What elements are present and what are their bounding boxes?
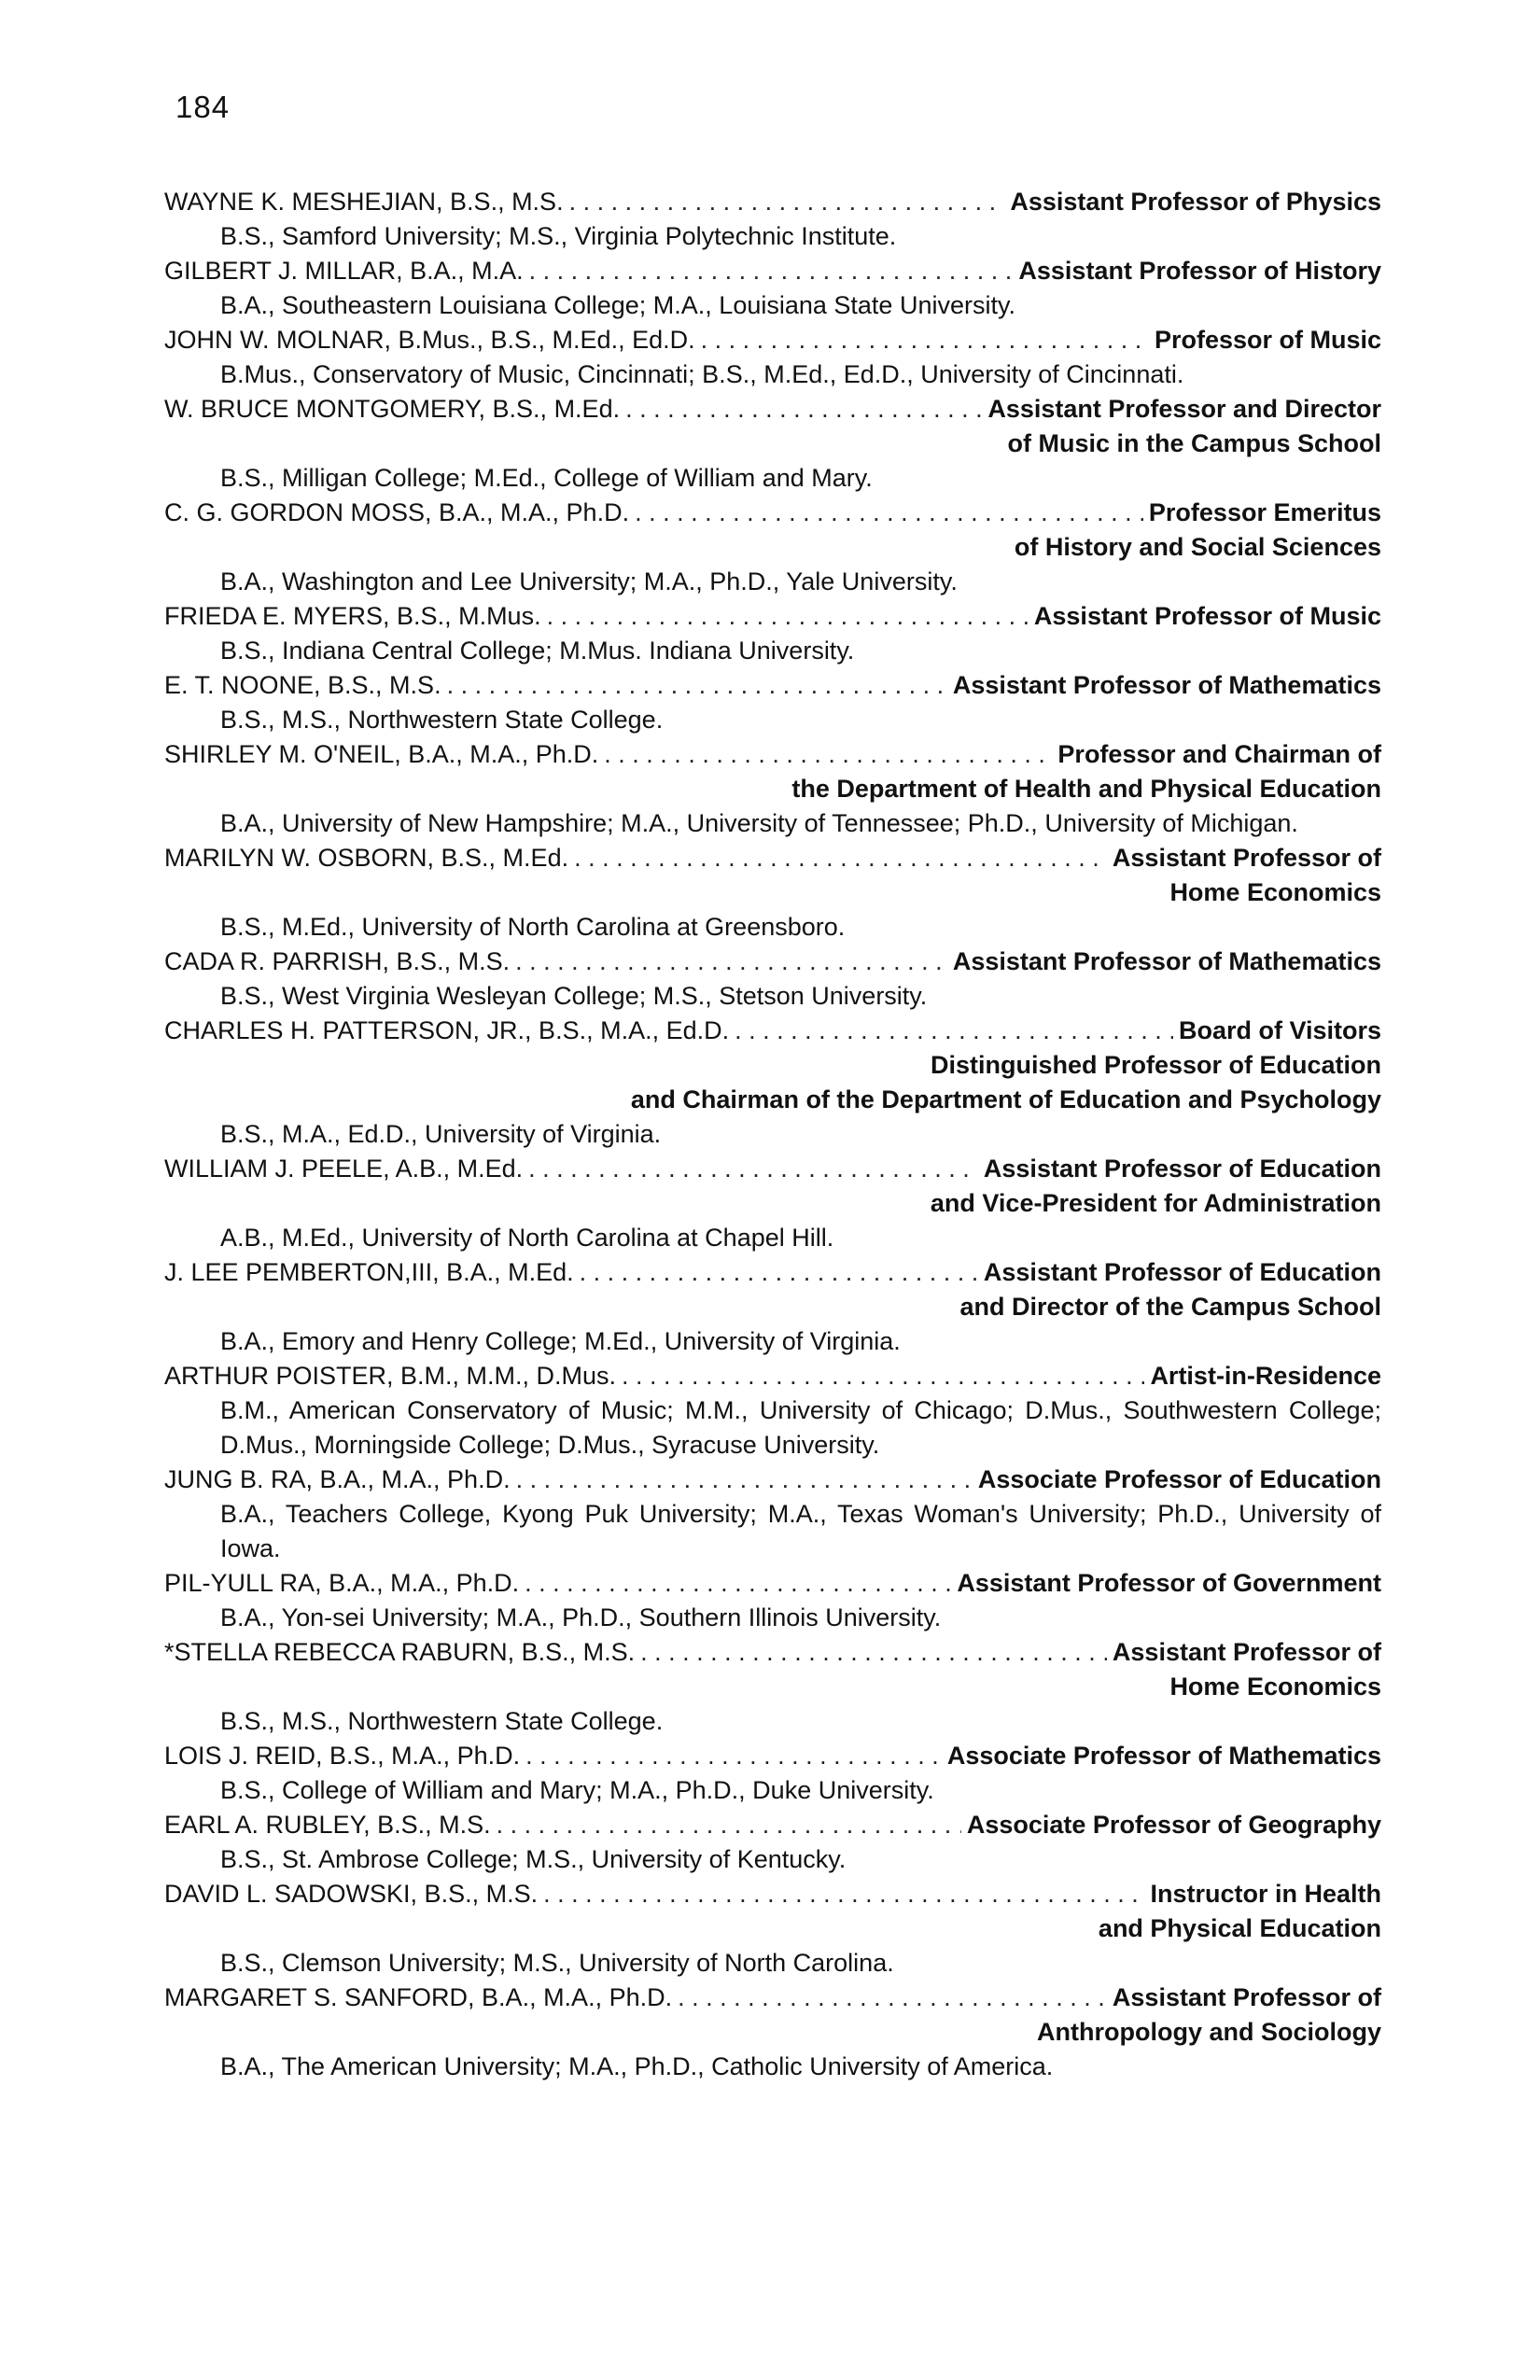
- faculty-education: B.S., St. Ambrose College; M.S., University of Kentucky.: [220, 1845, 847, 1873]
- page-number: 184: [175, 90, 231, 124]
- faculty-education: B.S., West Virginia Wesleyan College; M.S., Stetson University.: [220, 982, 928, 1010]
- faculty-title-continued: and Physical Education: [1098, 1914, 1381, 1942]
- faculty-title-continued: the Department of Health and Physical Education: [791, 775, 1381, 803]
- faculty-entry: [164, 1808, 1381, 1877]
- faculty-entry: [164, 599, 1381, 668]
- dot-leader: [735, 1014, 1173, 1048]
- faculty-title: Assistant Professor of Education: [983, 1155, 1381, 1183]
- dot-leader: [543, 1877, 1144, 1911]
- faculty-name: PIL-YULL RA, B.A., M.A., Ph.D.: [164, 1569, 520, 1597]
- faculty-entry: [164, 1014, 1381, 1152]
- entry-heading: [164, 1255, 1381, 1290]
- faculty-education: B.S., College of William and Mary; M.A., Ph.D., Duke University.: [220, 1776, 934, 1804]
- entry-heading: [164, 392, 1381, 427]
- faculty-title: Assistant Professor of History: [1018, 257, 1381, 285]
- faculty-name: FRIEDA E. MYERS, B.S., M.Mus.: [164, 602, 541, 630]
- faculty-education: B.S., M.S., Northwestern State College.: [220, 1707, 664, 1735]
- faculty-title-continued: Anthropology and Sociology: [1037, 2018, 1381, 2046]
- dot-leader: [525, 1739, 942, 1773]
- faculty-title: Instructor in Health: [1150, 1880, 1381, 1908]
- faculty-education: B.M., American Conservatory of Music; M.M., University of Chicago; D.Mus., Southwestern College; D.Mus., Morningside College; D.Mus., Syracuse University.: [220, 1396, 1381, 1459]
- entry-heading: [164, 841, 1381, 875]
- faculty-education: B.S., M.Ed., University of North Carolina at Greensboro.: [220, 913, 846, 941]
- faculty-name: J. LEE PEMBERTON,III, B.A., M.Ed.: [164, 1258, 574, 1286]
- faculty-title-continued: and Vice-President for Administration: [930, 1189, 1381, 1217]
- dot-leader: [525, 1566, 951, 1601]
- faculty-entry: [164, 1255, 1381, 1359]
- entry-heading: [164, 1359, 1381, 1393]
- faculty-name: ARTHUR POISTER, B.M., M.M., D.Mus.: [164, 1362, 617, 1390]
- faculty-name: E. T. NOONE, B.S., M.S.: [164, 671, 441, 699]
- dot-leader: [497, 1808, 961, 1842]
- faculty-education: B.Mus., Conservatory of Music, Cincinnati; B.S., M.Ed., Ed.D., University of Cincinnati.: [220, 360, 1184, 388]
- dot-leader: [569, 185, 1005, 219]
- faculty-education: B.A., Washington and Lee University; M.A., Ph.D., Yale University.: [220, 567, 958, 595]
- faculty-entry: [164, 1566, 1381, 1635]
- entry-heading: [164, 1877, 1381, 1911]
- dot-leader: [547, 599, 1029, 634]
- faculty-education: B.S., Milligan College; M.Ed., College of William and Mary.: [220, 464, 873, 492]
- faculty-title: Assistant Professor of: [1112, 844, 1381, 872]
- faculty-title: Assistant Professor of Mathematics: [952, 947, 1381, 975]
- faculty-title: Associate Professor of Geography: [966, 1811, 1381, 1839]
- faculty-entry: [164, 496, 1381, 599]
- faculty-name: JOHN W. MOLNAR, B.Mus., B.S., M.Ed., Ed.D.: [164, 326, 695, 354]
- dot-leader: [678, 1981, 1107, 2015]
- faculty-title: Assistant Professor of: [1112, 1638, 1381, 1666]
- faculty-title-continued: of History and Social Sciences: [1014, 533, 1381, 561]
- faculty-entry: [164, 1877, 1381, 1981]
- entry-heading: [164, 496, 1381, 530]
- faculty-title: Assistant Professor of Music: [1033, 602, 1381, 630]
- faculty-name: C. G. GORDON MOSS, B.A., M.A., Ph.D.: [164, 498, 630, 526]
- dot-leader: [516, 1463, 973, 1497]
- faculty-name: GILBERT J. MILLAR, B.A., M.A.: [164, 257, 524, 285]
- entry-heading: [164, 1566, 1381, 1601]
- faculty-education: B.S., Indiana Central College; M.Mus. Indiana University.: [220, 637, 855, 665]
- dot-leader: [528, 1152, 978, 1186]
- dot-leader: [640, 1635, 1107, 1670]
- faculty-name: EARL A. RUBLEY, B.S., M.S.: [164, 1811, 491, 1839]
- entry-heading: [164, 1635, 1381, 1670]
- faculty-name: MARGARET S. SANFORD, B.A., M.A., Ph.D.: [164, 1983, 673, 2011]
- faculty-title: Assistant Professor of Mathematics: [952, 671, 1381, 699]
- faculty-name: WILLIAM J. PEELE, A.B., M.Ed.: [164, 1155, 524, 1183]
- faculty-entry: [164, 1152, 1381, 1255]
- entry-heading: [164, 945, 1381, 979]
- faculty-education: B.S., Samford University; M.S., Virginia Polytechnic Institute.: [220, 222, 897, 250]
- entry-heading: [164, 185, 1381, 219]
- faculty-title: Assistant Professor of Government: [957, 1569, 1381, 1597]
- faculty-title: Assistant Professor and Director: [987, 395, 1381, 423]
- entry-heading: [164, 737, 1381, 772]
- entry-heading: [164, 254, 1381, 288]
- entry-heading: [164, 1981, 1381, 2015]
- faculty-title-continued: and Director of the Campus School: [959, 1293, 1381, 1321]
- faculty-education: B.A., University of New Hampshire; M.A., University of Tennessee; Ph.D., University of Michigan.: [220, 809, 1298, 837]
- dot-leader: [701, 323, 1149, 357]
- faculty-list: [164, 185, 1381, 2084]
- faculty-entry: [164, 1635, 1381, 1739]
- dot-leader: [574, 841, 1107, 875]
- faculty-education: B.S., M.S., Northwestern State College.: [220, 706, 664, 734]
- faculty-title: Professor Emeritus: [1148, 498, 1381, 526]
- faculty-entry: [164, 945, 1381, 1014]
- dot-leader: [635, 496, 1143, 530]
- faculty-title-continued: and Chairman of the Department of Education and Psychology: [630, 1085, 1381, 1113]
- faculty-education: B.A., Southeastern Louisiana College; M.A., Louisiana State University.: [220, 291, 1015, 319]
- faculty-name: WAYNE K. MESHEJIAN, B.S., M.S.: [164, 188, 564, 216]
- entry-heading: [164, 1014, 1381, 1048]
- faculty-title: Associate Professor of Education: [977, 1465, 1381, 1493]
- faculty-education: B.A., Teachers College, Kyong Puk University; M.A., Texas Woman's University; Ph.D., University of Iowa.: [220, 1500, 1381, 1562]
- faculty-education: A.B., M.Ed., University of North Carolina at Chapel Hill.: [220, 1224, 834, 1252]
- faculty-name: MARILYN W. OSBORN, B.S., M.Ed.: [164, 844, 569, 872]
- entry-heading: [164, 1152, 1381, 1186]
- faculty-entry: [164, 392, 1381, 496]
- faculty-title: Board of Visitors: [1178, 1016, 1381, 1044]
- faculty-entry: [164, 1981, 1381, 2084]
- faculty-name: DAVID L. SADOWSKI, B.S., M.S.: [164, 1880, 539, 1908]
- faculty-title: Associate Professor of Mathematics: [946, 1742, 1381, 1770]
- faculty-title: Professor and Chairman of: [1057, 740, 1381, 768]
- faculty-name: JUNG B. RA, B.A., M.A., Ph.D.: [164, 1465, 511, 1493]
- faculty-entry: [164, 1739, 1381, 1808]
- faculty-title: Assistant Professor of: [1112, 1983, 1381, 2011]
- dot-leader: [529, 254, 1014, 288]
- faculty-entry: [164, 1463, 1381, 1566]
- faculty-title: Assistant Professor of Education: [983, 1258, 1381, 1286]
- entry-heading: [164, 668, 1381, 703]
- faculty-entry: [164, 737, 1381, 841]
- dot-leader: [625, 392, 982, 427]
- faculty-name: LOIS J. REID, B.S., M.A., Ph.D.: [164, 1742, 521, 1770]
- faculty-title: Assistant Professor of Physics: [1010, 188, 1381, 216]
- dot-leader: [604, 737, 1052, 772]
- faculty-entry: [164, 841, 1381, 945]
- faculty-title-continued: of Music in the Campus School: [1007, 429, 1381, 457]
- faculty-education: B.A., The American University; M.A., Ph.D., Catholic University of America.: [220, 2052, 1054, 2080]
- faculty-entry: [164, 254, 1381, 323]
- faculty-entry: [164, 323, 1381, 392]
- faculty-name: W. BRUCE MONTGOMERY, B.S., M.Ed.: [164, 395, 621, 423]
- entry-heading: [164, 323, 1381, 357]
- faculty-education: B.A., Emory and Henry College; M.Ed., University of Virginia.: [220, 1327, 901, 1355]
- entry-heading: [164, 599, 1381, 634]
- faculty-name: *STELLA REBECCA RABURN, B.S., M.S.: [164, 1638, 636, 1666]
- faculty-education: B.S., Clemson University; M.S., University of North Carolina.: [220, 1949, 894, 1977]
- faculty-title-continued: Distinguished Professor of Education: [930, 1051, 1381, 1079]
- faculty-title-continued: Home Economics: [1169, 1673, 1381, 1701]
- faculty-entry: [164, 185, 1381, 254]
- dot-leader: [622, 1359, 1144, 1393]
- dot-leader: [447, 668, 947, 703]
- faculty-education: B.S., M.A., Ed.D., University of Virginia.: [220, 1120, 662, 1148]
- faculty-title: Artist-in-Residence: [1150, 1362, 1381, 1390]
- faculty-education: B.A., Yon-sei University; M.A., Ph.D., Southern Illinois University.: [220, 1603, 942, 1631]
- faculty-name: SHIRLEY M. O'NEIL, B.A., M.A., Ph.D.: [164, 740, 599, 768]
- entry-heading: [164, 1808, 1381, 1842]
- faculty-entry: [164, 1359, 1381, 1463]
- entry-heading: [164, 1463, 1381, 1497]
- faculty-title-continued: Home Economics: [1169, 878, 1381, 906]
- dot-leader: [580, 1255, 978, 1290]
- faculty-entry: [164, 668, 1381, 737]
- faculty-name: CADA R. PARRISH, B.S., M.S.: [164, 947, 511, 975]
- faculty-title: Professor of Music: [1154, 326, 1381, 354]
- entry-heading: [164, 1739, 1381, 1773]
- faculty-name: CHARLES H. PATTERSON, JR., B.S., M.A., Ed.D.: [164, 1016, 730, 1044]
- dot-leader: [515, 945, 947, 979]
